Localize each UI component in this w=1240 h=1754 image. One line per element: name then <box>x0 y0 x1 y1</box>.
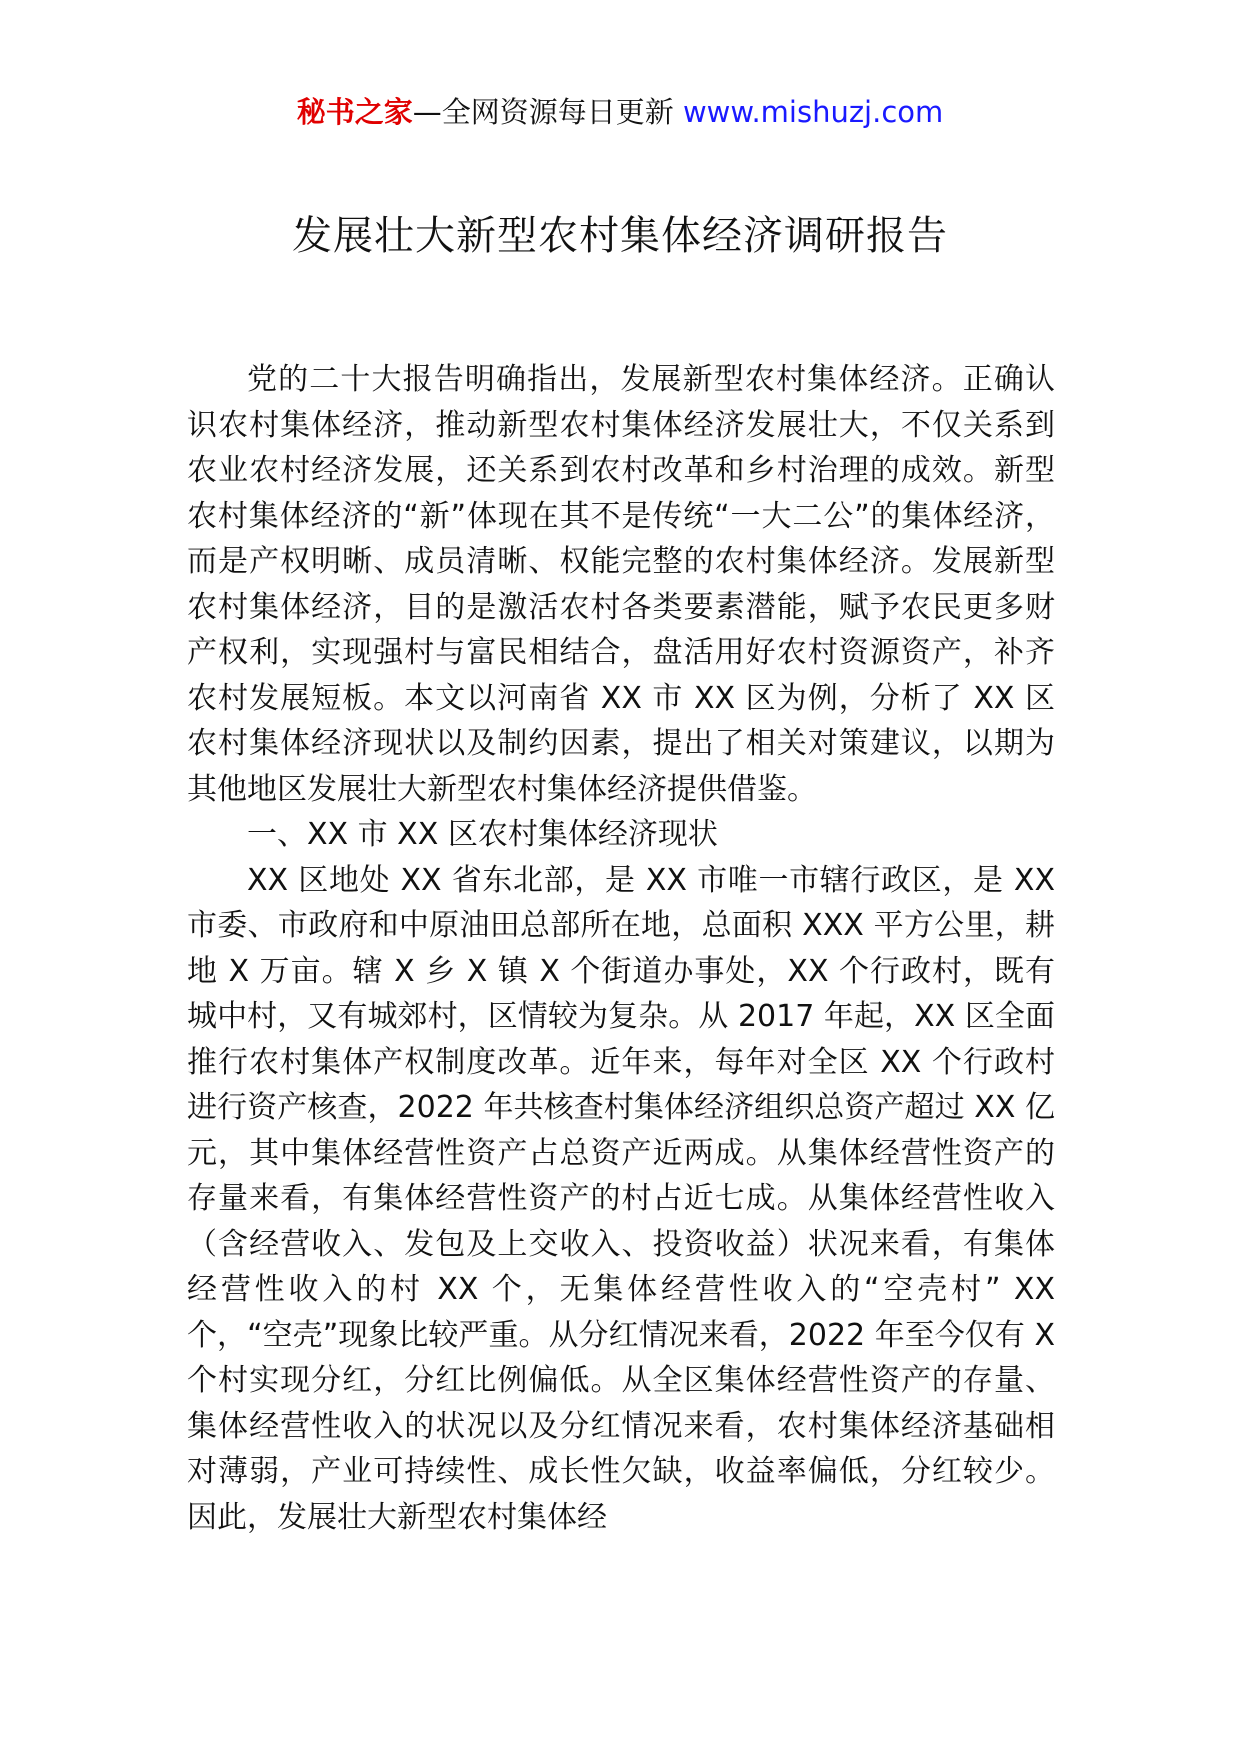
site-brand: 秘书之家 <box>296 95 413 129</box>
site-url-link[interactable]: www.mishuzj.com <box>682 95 944 129</box>
document-body <box>187 357 1055 1540</box>
section-heading: 一、XX 市 XX 区农村集体经济现状 <box>247 817 718 852</box>
document-title: 发展壮大新型农村集体经济调研报告 <box>292 213 948 259</box>
site-header <box>0 92 1240 132</box>
intro-paragraph: 党的二十大报告明确指出，发展新型农村集体经济。正确认识农村集体经济，推动新型农村集体经济发展壮大，不仅关系到农业农村经济发展，还关系到农村改革和乡村治理的成效。新型农村集体经济的“新”体现在其不是传统“一大二公”的集体经济，而是产权明晰、成员清晰、权能完整的农村集体经济。发展新型农村集体经济，目的是激活农村各类要素潜能，赋予农民更多财产权利，实现强村与富民相结合，盘活用好农村资源资产，补齐农村发展短板。本文以河南省 XX 市 XX 区为例，分析了 XX 区农村集体经济现状以及制约因素，提出了相关对策建议，以期为其他地区发展壮大新型农村集体经济提供借鉴。 <box>187 362 1055 807</box>
site-tagline: —全网资源每日更新 <box>412 95 683 129</box>
section-paragraph: XX 区地处 XX 省东北部，是 XX 市唯一市辖行政区，是 XX 市委、市政府和中原油田总部所在地，总面积 XXX 平方公里，耕地 X 万亩。辖 X 乡 X 镇 X 个街道办事处，XX 个行政村，既有城中村，又有城郊村，区情较为复杂。从 2017 年起，XX 区全面推行农村集体产权制度改革。近年来，每年对全区 XX 个行政村进行资产核查，2022 年共核查村集体经济组织总资产超过 XX 亿元，其中集体经营性资产占总资产近两成。从集体经营性资产的存量来看，有集体经营性资产的村占近七成。从集体经营性收入（含经营收入、发包及上交收入、投资收益）状况来看，有集体经营性收入的村 XX 个，无集体经营性收入的“空壳村” XX 个，“空壳”现象比较严重。从分红情况来看，2022 年至今仅有 X 个村实现分红，分红比例偏低。从全区集体经营性资产的存量、集体经营性收入的状况以及分红情况来看，农村集体经济基础相对薄弱，产业可持续性、成长性欠缺，收益率偏低，分红较少。因此，发展壮大新型农村集体经 <box>187 862 1055 1535</box>
